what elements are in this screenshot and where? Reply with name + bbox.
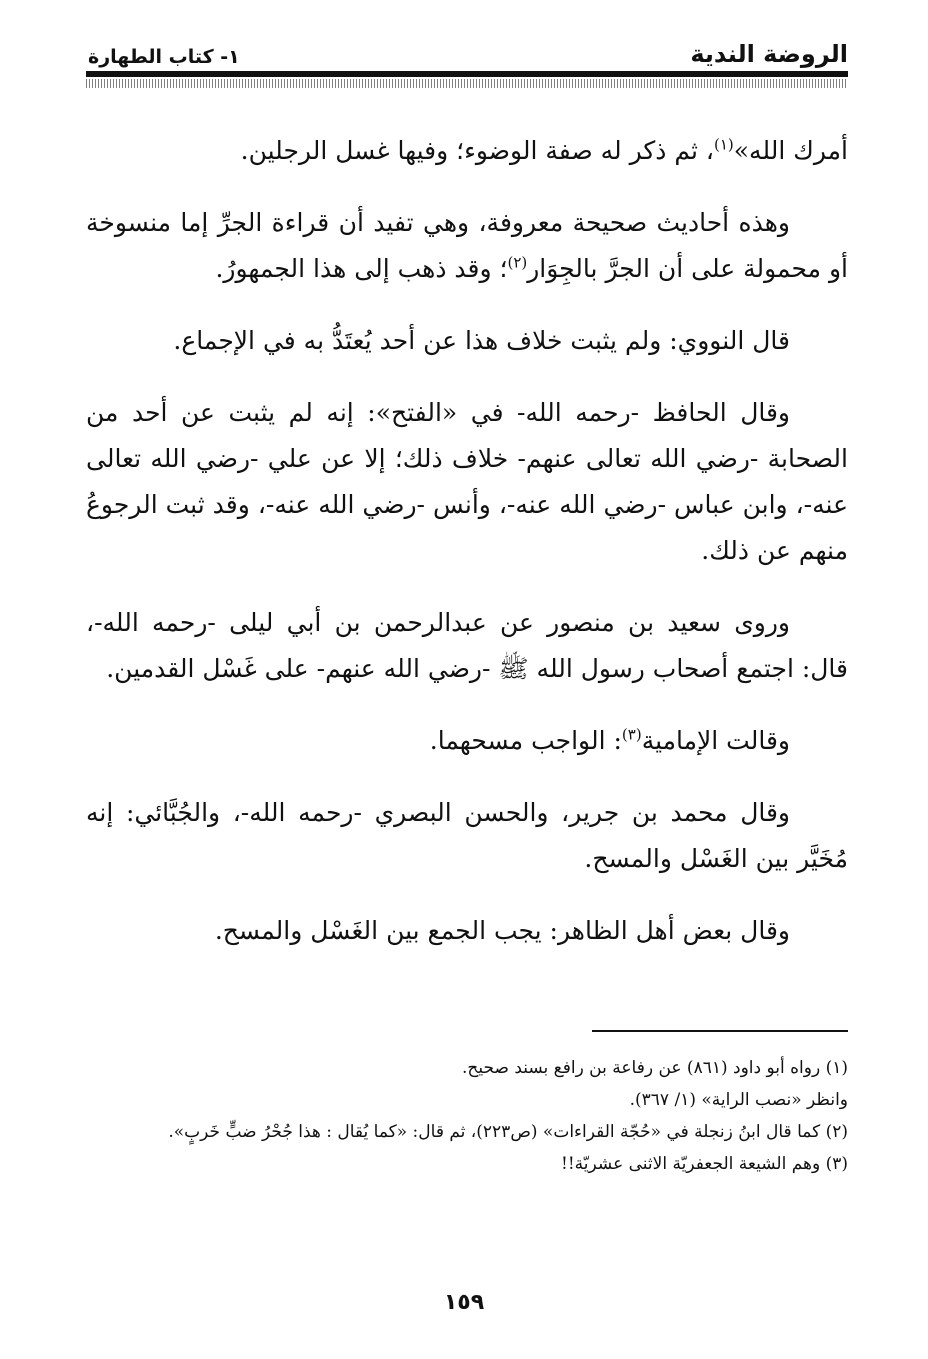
paragraph-tail: : الواجب مسحهما. bbox=[429, 726, 622, 755]
paragraph-text: وهذه أحاديث صحيحة معروفة، وهي تفيد أن قراءة الجرِّ إما منسوخة أو محمولة على أن الجرَّ بالجِوَار bbox=[86, 208, 848, 283]
paragraph-text: وروى سعيد بن منصور عن عبدالرحمن بن أبي ليلى -رحمه الله-، قال: اجتمع أصحاب رسول الله ﷺ -رضي الله عنهم- على غَسْل القدمين. bbox=[86, 608, 848, 683]
book-title: الروضة الندية bbox=[690, 40, 848, 68]
footnote-2: (٢) كما قال ابنُ زنجلة في «حُجّة القراءات» (ص٢٢٣)، ثم قال: «كما يُقال : هذا جُحْرُ ضبٍّ خَربٍ». bbox=[168, 1122, 848, 1142]
paragraph-text: وقال محمد بن جرير، والحسن البصري -رحمه الله-، والجُبَّائي: إنه مُخَيَّر بين الغَسْل والمسح. bbox=[86, 798, 848, 873]
paragraph-text: وقال بعض أهل الظاهر: يجب الجمع بين الغَسْل والمسح. bbox=[214, 916, 790, 945]
paragraph-tail: ، ثم ذكر له صفة الوضوء؛ وفيها غسل الرجلين. bbox=[240, 136, 714, 165]
page-number: ١٥٩ bbox=[443, 1290, 485, 1315]
header-rule bbox=[86, 71, 848, 77]
paragraph-text: قال النووي: ولم يثبت خلاف هذا عن أحد يُعتَدُّ به في الإجماع. bbox=[173, 326, 790, 355]
paragraph-text: أمرك الله» bbox=[733, 136, 848, 165]
footnote-1: (١) رواه أبو داود (٨٦١) عن رفاعة بن رافع بسند صحيح. bbox=[462, 1058, 848, 1078]
paragraph-3 bbox=[86, 318, 848, 364]
main-text bbox=[86, 128, 848, 980]
paragraph-2 bbox=[86, 200, 848, 292]
footnote-ref-3: (٣) bbox=[621, 725, 642, 744]
paragraph-text: وقال الحافظ -رحمه الله- في «الفتح»: إنه لم يثبت عن أحد من الصحابة -رضي الله تعالى عنهم- خلاف ذلك؛ إلا عن علي -رضي الله تعالى عنه-، وابن عباس -رضي الله عنه-، وأنس -رضي الله عنه-، وقد ثبت الرجوعُ منهم عن ذلك. bbox=[86, 398, 848, 565]
paragraph-8 bbox=[86, 908, 848, 954]
chapter-title: ١- كتاب الطهارة bbox=[88, 46, 240, 68]
footnote-separator bbox=[592, 1030, 848, 1032]
paragraph-5 bbox=[86, 600, 848, 692]
footnote-3: (٣) وهم الشيعة الجعفريّة الاثنى عشريّة!! bbox=[561, 1154, 848, 1174]
running-header bbox=[88, 36, 848, 68]
footnote-1-continued: وانظر «نصب الراية» (١/ ٣٦٧). bbox=[629, 1090, 848, 1110]
footnotes bbox=[86, 1052, 848, 1180]
footnote-ref-2: (٢) bbox=[507, 253, 528, 272]
paragraph-4 bbox=[86, 390, 848, 574]
paragraph-7 bbox=[86, 790, 848, 882]
paragraph-1 bbox=[86, 128, 848, 174]
footnote-ref-1: (١) bbox=[713, 135, 734, 154]
paragraph-tail: ؛ وقد ذهب إلى هذا الجمهورُ. bbox=[215, 254, 508, 283]
header-hatched-rule bbox=[86, 79, 848, 88]
paragraph-6 bbox=[86, 718, 848, 764]
paragraph-text: وقالت الإمامية bbox=[641, 726, 790, 755]
